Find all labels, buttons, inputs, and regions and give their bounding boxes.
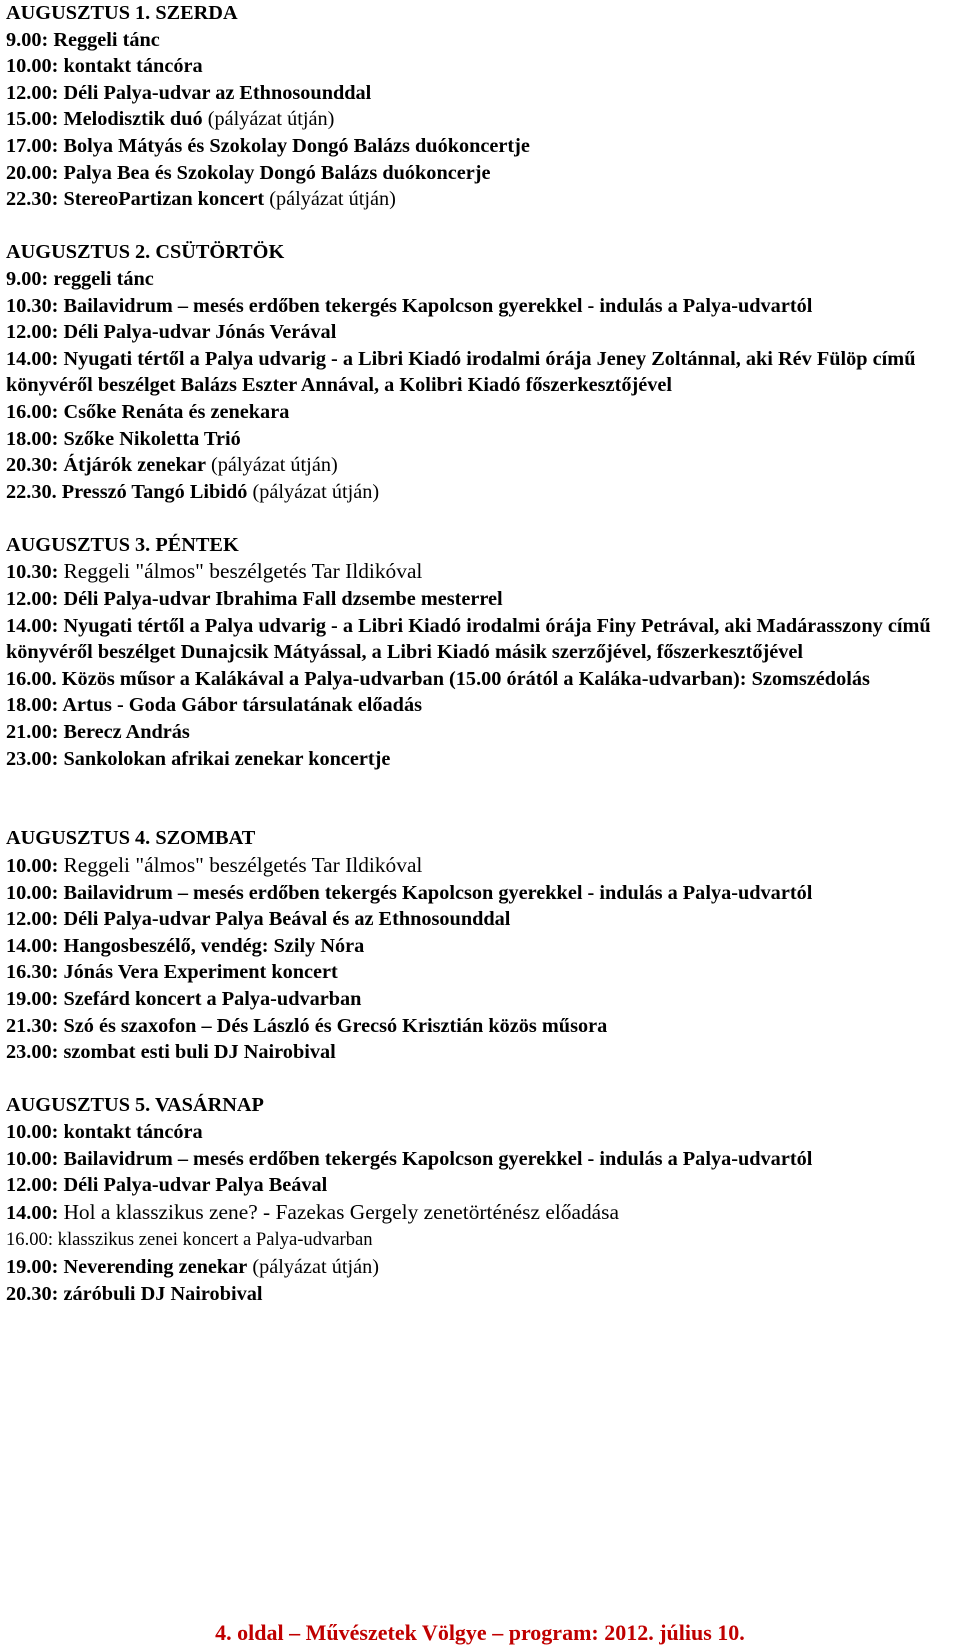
event-time-title: 19.00: Szefárd koncert a Palya-udvarban <box>6 987 362 1010</box>
program-page <box>6 0 956 1307</box>
event-note: (pályázat útján) <box>202 108 335 131</box>
event-time-title: 17.00: Bolya Mátyás és Szokolay Dongó Balázs duókoncertje <box>6 134 530 157</box>
event-time-title: 16.00: Csőke Renáta és zenekara <box>6 400 290 423</box>
section-spacer <box>6 505 956 532</box>
event-item <box>6 133 956 160</box>
event-item <box>6 293 956 320</box>
event-time-title: 23.00: Sankolokan afrikai zenekar koncertje <box>6 747 391 770</box>
event-time-title: 18.00: Szőke Nikoletta Trió <box>6 427 241 450</box>
event-item <box>6 80 956 107</box>
event-item <box>6 1039 956 1066</box>
event-item <box>6 266 956 293</box>
event-item <box>6 479 956 506</box>
event-item <box>6 586 956 613</box>
event-item <box>6 1199 956 1227</box>
event-item <box>6 986 956 1013</box>
event-item <box>6 692 956 719</box>
day-section <box>6 532 956 772</box>
event-time-title: 14.00: <box>6 1201 64 1224</box>
event-item <box>6 319 956 346</box>
event-time-title: 9.00: reggeli tánc <box>6 267 154 290</box>
event-time-title: 20.30: záróbuli DJ Nairobival <box>6 1282 263 1305</box>
event-time-title: 12.00: Déli Palya-udvar az Ethnosounddal <box>6 81 372 104</box>
event-note: (pályázat útján) <box>205 454 338 477</box>
day-section <box>6 1092 956 1307</box>
event-item <box>6 906 956 933</box>
day-heading: AUGUSZTUS 2. CSÜTÖRTÖK <box>6 241 285 264</box>
event-item <box>6 1226 956 1254</box>
event-item <box>6 160 956 187</box>
event-time-title: 16.30: Jónás Vera Experiment koncert <box>6 961 338 984</box>
event-time-title: 18.00: Artus - Goda Gábor társulatának előadás <box>6 694 422 717</box>
event-item <box>6 959 956 986</box>
event-time-title: 12.00: Déli Palya-udvar Jónás Verával <box>6 321 337 344</box>
event-time-title: 21.00: Berecz András <box>6 721 190 744</box>
event-item <box>6 1172 956 1199</box>
event-item <box>6 746 956 773</box>
footer-program-date: program: 2012. július 10. <box>508 1620 745 1645</box>
event-note: 16.00: klasszikus zenei koncert a Palya-udvarban <box>6 1229 373 1251</box>
event-time-title: 10.30: <box>6 561 64 584</box>
day-section <box>6 825 956 1065</box>
event-time-title: 12.00: Déli Palya-udvar Palya Beával <box>6 1174 328 1197</box>
event-note: (pályázat útján) <box>247 1255 380 1278</box>
event-time-title: 14.00: Nyugati tértől a Palya udvarig - a Libri Kiadó irodalmi órája Jeney Zoltánnal, aki Rév Fülöp című könyvéről beszélget Balázs Eszter Annával, a Kolibri Kiadó főszerkesztőjével <box>6 347 916 397</box>
footer-page-number: 4. oldal <box>215 1620 284 1645</box>
footer-separator: – <box>492 1620 504 1645</box>
event-time-title: 22.30. Presszó Tangó Libidó <box>6 480 248 503</box>
event-item <box>6 452 956 479</box>
event-time-title: 10.30: Bailavidrum – mesés erdőben tekergés Kapolcson gyerekkel - indulás a Palya-udvartól <box>6 294 813 317</box>
event-item <box>6 399 956 426</box>
event-item <box>6 426 956 453</box>
event-note: Reggeli "álmos" beszélgetés Tar Ildikóval <box>63 559 423 584</box>
event-time-title: 15.00: Melodisztik duó <box>6 108 203 131</box>
event-item <box>6 613 956 666</box>
event-time-title: 23.00: szombat esti buli DJ Nairobival <box>6 1041 336 1064</box>
day-heading: AUGUSZTUS 5. VASÁRNAP <box>6 1094 264 1117</box>
event-time-title: 19.00: Neverending zenekar <box>6 1255 248 1278</box>
day-heading: AUGUSZTUS 3. PÉNTEK <box>6 533 239 556</box>
event-time-title: 20.00: Palya Bea és Szokolay Dongó Balázs duókoncerje <box>6 161 491 184</box>
event-time-title: 10.00: Bailavidrum – mesés erdőben tekergés Kapolcson gyerekkel - indulás a Palya-udvartól <box>6 881 813 904</box>
day-section <box>6 0 956 213</box>
day-heading: AUGUSZTUS 4. SZOMBAT <box>6 827 256 850</box>
event-note: Reggeli "álmos" beszélgetés Tar Ildikóval <box>63 853 423 877</box>
event-item <box>6 719 956 746</box>
event-item <box>6 53 956 80</box>
event-item <box>6 1146 956 1173</box>
event-time-title: 14.00: Hangosbeszélő, vendég: Szily Nóra <box>6 934 365 957</box>
event-time-title: 10.00: <box>6 855 64 877</box>
program-days <box>6 0 956 1307</box>
event-note: Hol a klasszikus zene? - Fazekas Gergely zenetörténész előadása <box>63 1199 619 1224</box>
section-spacer <box>6 772 956 825</box>
event-item <box>6 1119 956 1146</box>
page-footer <box>0 1620 960 1646</box>
event-time-title: 9.00: Reggeli tánc <box>6 28 160 51</box>
event-time-title: 10.00: Bailavidrum – mesés erdőben tekergés Kapolcson gyerekkel - indulás a Palya-udvartól <box>6 1147 813 1170</box>
event-time-title: 12.00: Déli Palya-udvar Palya Beával és az Ethnosounddal <box>6 908 511 931</box>
event-time-title: 14.00: Nyugati tértől a Palya udvarig - a Libri Kiadó irodalmi órája Finy Petrával, aki Madárasszony című könyvéről beszélget Dunajcsik Mátyással, a Libri Kiadó másik szerzőjével, főszerkesztőjével <box>6 614 931 664</box>
section-spacer <box>6 1066 956 1093</box>
event-item <box>6 852 956 880</box>
event-item <box>6 1254 956 1281</box>
event-item <box>6 27 956 54</box>
footer-separator: – <box>289 1620 301 1645</box>
day-heading: AUGUSZTUS 1. SZERDA <box>6 2 238 24</box>
event-time-title: 10.00: kontakt táncóra <box>6 1120 203 1143</box>
event-time-title: 22.30: StereoPartizan koncert <box>6 188 265 211</box>
event-item <box>6 346 956 399</box>
event-time-title: 20.30: Átjárók zenekar <box>6 454 206 477</box>
event-item <box>6 933 956 960</box>
event-item <box>6 1281 956 1308</box>
section-spacer <box>6 213 956 240</box>
event-item <box>6 666 956 693</box>
event-time-title: 21.30: Szó és szaxofon – Dés László és Grecsó Krisztián közös műsora <box>6 1014 608 1037</box>
day-section <box>6 239 956 505</box>
event-time-title: 16.00. Közös műsor a Kalákával a Palya-udvarban (15.00 órától a Kaláka-udvarban): Szomszédolás <box>6 667 870 690</box>
event-note: (pályázat útján) <box>247 480 380 503</box>
event-item <box>6 1013 956 1040</box>
event-note: (pályázat útján) <box>264 188 396 211</box>
event-item <box>6 880 956 907</box>
event-item <box>6 106 956 133</box>
footer-title: Művészetek Völgye <box>305 1620 487 1645</box>
event-time-title: 10.00: kontakt táncóra <box>6 55 203 78</box>
event-time-title: 12.00: Déli Palya-udvar Ibrahima Fall dzsembe mesterrel <box>6 588 503 611</box>
event-item <box>6 186 956 213</box>
event-item <box>6 558 956 586</box>
